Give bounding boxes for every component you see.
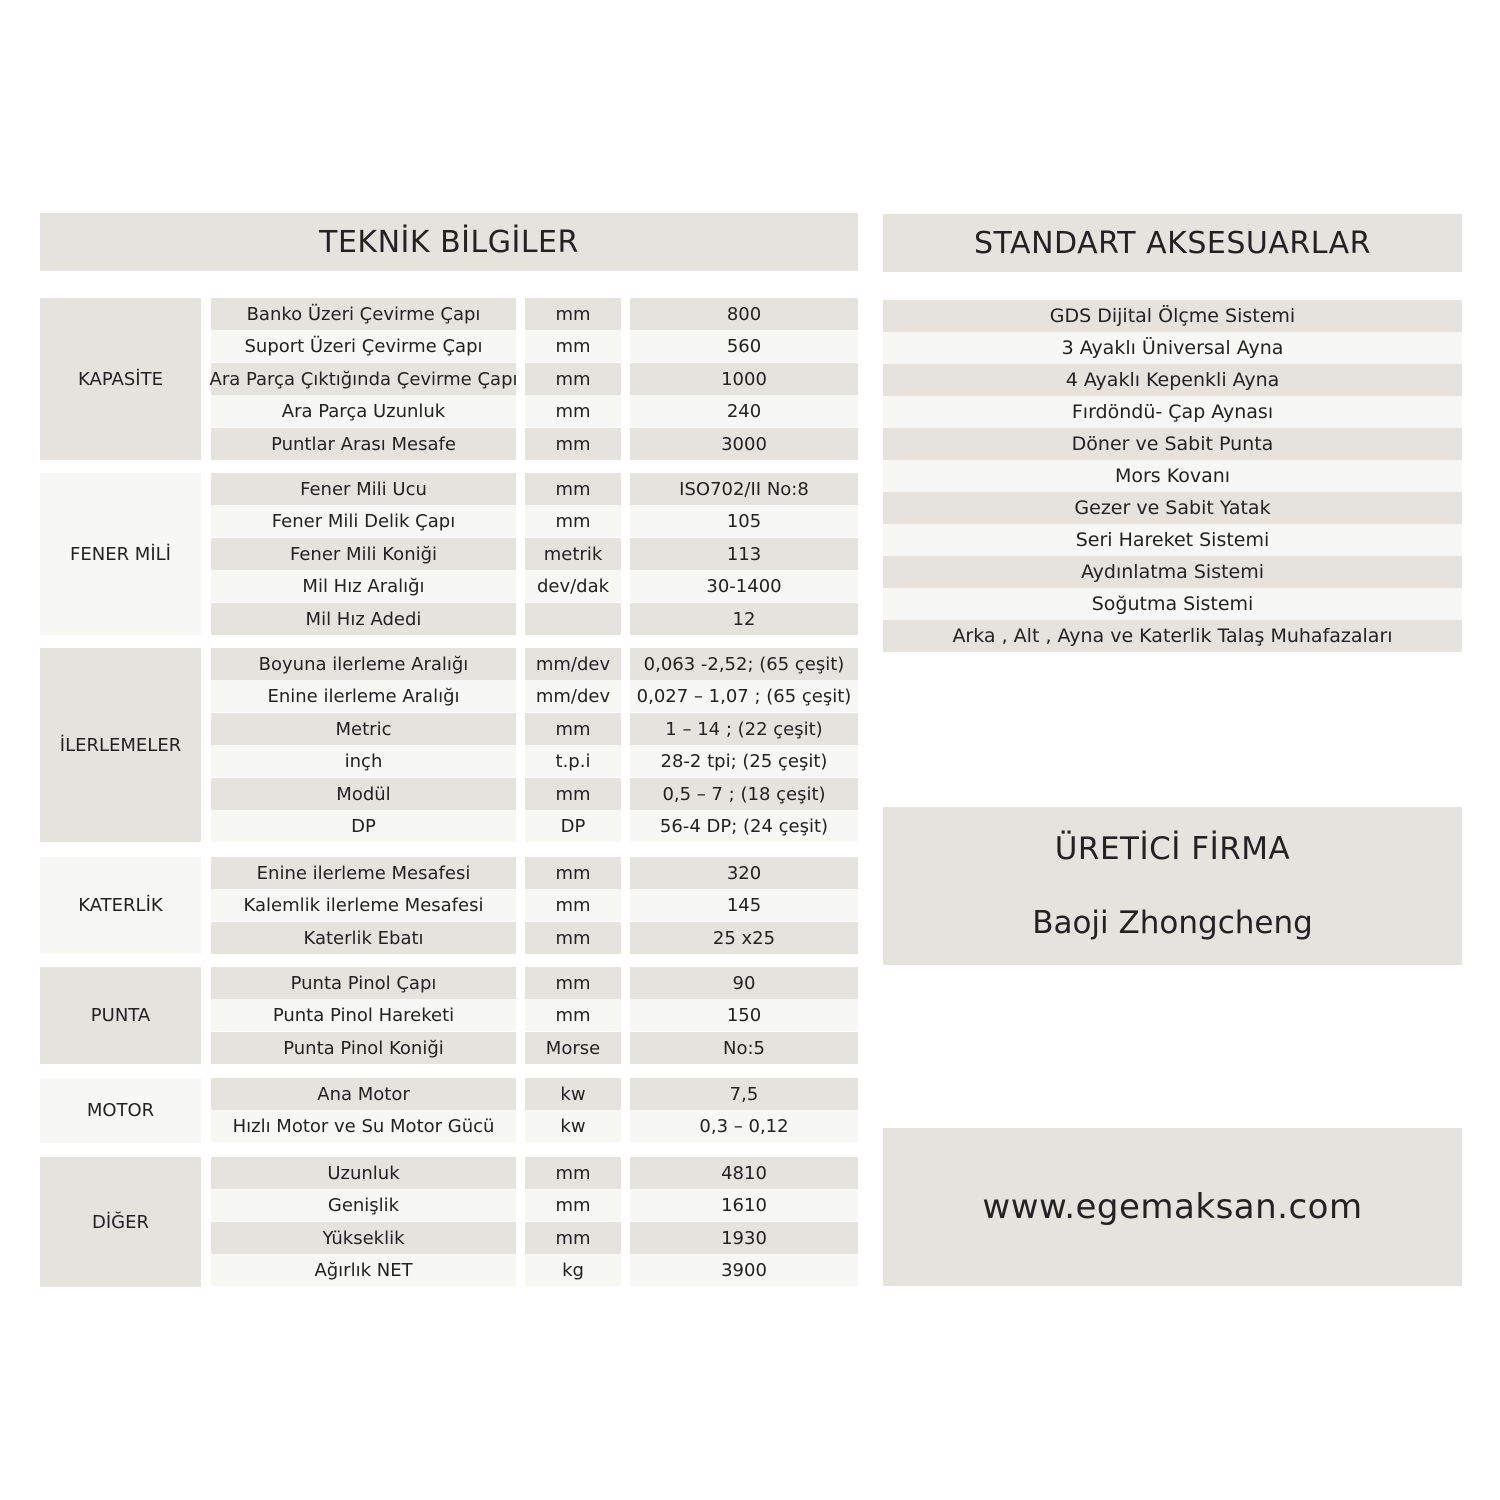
spec-unit: mm xyxy=(525,999,621,1031)
spec-value: 1000 xyxy=(630,363,858,395)
spec-unit: mm xyxy=(525,889,621,921)
spec-row xyxy=(40,428,858,460)
accessory-item: Döner ve Sabit Punta xyxy=(883,428,1462,460)
spec-label: Enine ilerleme Aralığı xyxy=(211,680,516,712)
spec-unit xyxy=(525,603,621,635)
manufacturer-title: ÜRETİCİ FİRMA xyxy=(1054,831,1291,867)
spec-label: Enine ilerleme Mesafesi xyxy=(211,857,516,889)
spec-value: 105 xyxy=(630,505,858,537)
spec-value: ISO702/II No:8 xyxy=(630,473,858,505)
spec-unit: mm xyxy=(525,778,621,810)
accessory-item: 3 Ayaklı Üniversal Ayna xyxy=(883,332,1462,364)
spec-group-name: KAPASİTE xyxy=(40,298,201,460)
spec-row xyxy=(40,713,858,745)
accessory-item: 4 Ayaklı Kepenkli Ayna xyxy=(883,364,1462,396)
spec-unit: mm xyxy=(525,967,621,999)
accessory-item: Fırdöndü- Çap Aynası xyxy=(883,396,1462,428)
spec-group xyxy=(40,857,858,954)
spec-label: Banko Üzeri Çevirme Çapı xyxy=(211,298,516,330)
spec-value: 3000 xyxy=(630,428,858,460)
spec-value: 150 xyxy=(630,999,858,1031)
spec-value: No:5 xyxy=(630,1032,858,1064)
spec-label: Puntlar Arası Mesafe xyxy=(211,428,516,460)
spec-unit: t.p.i xyxy=(525,745,621,777)
spec-label: Ana Motor xyxy=(211,1078,516,1110)
spec-group xyxy=(40,648,858,842)
spec-row xyxy=(40,298,858,330)
spec-row xyxy=(40,505,858,537)
spec-unit: mm xyxy=(525,505,621,537)
spec-group-name: PUNTA xyxy=(40,967,201,1064)
spec-row xyxy=(40,603,858,635)
accessory-list xyxy=(883,300,1462,652)
spec-group xyxy=(40,1157,858,1287)
website-link[interactable]: www.egemaksan.com xyxy=(982,1187,1363,1227)
spec-row xyxy=(40,648,858,680)
spec-value: 7,5 xyxy=(630,1078,858,1110)
spec-label: Punta Pinol Hareketi xyxy=(211,999,516,1031)
spec-label: Suport Üzeri Çevirme Çapı xyxy=(211,330,516,362)
spec-label: inçh xyxy=(211,745,516,777)
spec-value: 30-1400 xyxy=(630,570,858,602)
accessory-item: Soğutma Sistemi xyxy=(883,588,1462,620)
spec-value: 12 xyxy=(630,603,858,635)
spec-unit: dev/dak xyxy=(525,570,621,602)
spec-row xyxy=(40,778,858,810)
spec-value: 1 – 14 ; (22 çeşit) xyxy=(630,713,858,745)
spec-label: Fener Mili Delik Çapı xyxy=(211,505,516,537)
accessory-item: Seri Hareket Sistemi xyxy=(883,524,1462,556)
spec-value: 800 xyxy=(630,298,858,330)
spec-value: 1610 xyxy=(630,1189,858,1221)
spec-row xyxy=(40,473,858,505)
spec-label: Punta Pinol Koniği xyxy=(211,1032,516,1064)
spec-value: 560 xyxy=(630,330,858,362)
spec-label: Punta Pinol Çapı xyxy=(211,967,516,999)
spec-group-name: DİĞER xyxy=(40,1157,201,1287)
spec-label: Ara Parça Çıktığında Çevirme Çapı xyxy=(211,363,516,395)
spec-group-name: MOTOR xyxy=(40,1078,201,1143)
spec-row xyxy=(40,1110,858,1142)
spec-group-name: KATERLİK xyxy=(40,857,201,954)
spec-row xyxy=(40,538,858,570)
spec-label: Uzunluk xyxy=(211,1157,516,1189)
spec-row xyxy=(40,889,858,921)
spec-unit: mm xyxy=(525,298,621,330)
spec-label: DP xyxy=(211,810,516,842)
spec-row xyxy=(40,967,858,999)
accessory-item: GDS Dijital Ölçme Sistemi xyxy=(883,300,1462,332)
spec-value: 28-2 tpi; (25 çeşit) xyxy=(630,745,858,777)
spec-row xyxy=(40,680,858,712)
spec-label: Ağırlık NET xyxy=(211,1254,516,1286)
spec-value: 25 x25 xyxy=(630,922,858,954)
spec-row xyxy=(40,330,858,362)
spec-label: Kalemlik ilerleme Mesafesi xyxy=(211,889,516,921)
accessory-item: Gezer ve Sabit Yatak xyxy=(883,492,1462,524)
spec-label: Mil Hız Aralığı xyxy=(211,570,516,602)
spec-label: Boyuna ilerleme Aralığı xyxy=(211,648,516,680)
spec-unit: kw xyxy=(525,1078,621,1110)
spec-unit: mm xyxy=(525,473,621,505)
spec-label: Ara Parça Uzunluk xyxy=(211,395,516,427)
website-box xyxy=(883,1128,1462,1286)
spec-group xyxy=(40,1078,858,1143)
spec-row xyxy=(40,1189,858,1221)
spec-unit: Morse xyxy=(525,1032,621,1064)
manufacturer-box xyxy=(883,807,1462,965)
standart-aksesuarlar-header: STANDART AKSESUARLAR xyxy=(883,214,1462,272)
spec-label: Mil Hız Adedi xyxy=(211,603,516,635)
spec-unit: mm xyxy=(525,1222,621,1254)
spec-value: 113 xyxy=(630,538,858,570)
spec-label: Modül xyxy=(211,778,516,810)
spec-label: Katerlik Ebatı xyxy=(211,922,516,954)
accessory-item: Mors Kovanı xyxy=(883,460,1462,492)
spec-unit: mm/dev xyxy=(525,648,621,680)
accessory-item: Aydınlatma Sistemi xyxy=(883,556,1462,588)
spec-row xyxy=(40,363,858,395)
spec-unit: kg xyxy=(525,1254,621,1286)
spec-value: 4810 xyxy=(630,1157,858,1189)
spec-group-name: FENER MİLİ xyxy=(40,473,201,635)
spec-value: 0,3 – 0,12 xyxy=(630,1110,858,1142)
spec-label: Metric xyxy=(211,713,516,745)
spec-unit: mm xyxy=(525,330,621,362)
spec-label: Fener Mili Ucu xyxy=(211,473,516,505)
spec-row xyxy=(40,1032,858,1064)
spec-row xyxy=(40,1254,858,1286)
spec-label: Hızlı Motor ve Su Motor Gücü xyxy=(211,1110,516,1142)
spec-row xyxy=(40,1157,858,1189)
spec-row xyxy=(40,810,858,842)
spec-unit: mm xyxy=(525,922,621,954)
spec-row xyxy=(40,1222,858,1254)
spec-value: 0,063 -2,52; (65 çeşit) xyxy=(630,648,858,680)
spec-unit: mm xyxy=(525,363,621,395)
spec-value: 56-4 DP; (24 çeşit) xyxy=(630,810,858,842)
spec-unit: kw xyxy=(525,1110,621,1142)
spec-value: 145 xyxy=(630,889,858,921)
spec-row xyxy=(40,570,858,602)
spec-group xyxy=(40,967,858,1064)
spec-value: 90 xyxy=(630,967,858,999)
spec-value: 1930 xyxy=(630,1222,858,1254)
spec-unit: mm xyxy=(525,857,621,889)
spec-row xyxy=(40,1078,858,1110)
accessory-item: Arka , Alt , Ayna ve Katerlik Talaş Muhafazaları xyxy=(883,620,1462,652)
spec-unit: mm xyxy=(525,1189,621,1221)
teknik-bilgiler-header: TEKNİK BİLGİLER xyxy=(40,213,858,271)
spec-unit: DP xyxy=(525,810,621,842)
spec-label: Fener Mili Koniği xyxy=(211,538,516,570)
manufacturer-name: Baoji Zhongcheng xyxy=(1032,905,1313,941)
spec-row xyxy=(40,857,858,889)
spec-value: 320 xyxy=(630,857,858,889)
spec-label: Genişlik xyxy=(211,1189,516,1221)
spec-row xyxy=(40,922,858,954)
spec-row xyxy=(40,999,858,1031)
spec-unit: mm xyxy=(525,1157,621,1189)
spec-row xyxy=(40,745,858,777)
spec-unit: mm xyxy=(525,713,621,745)
spec-row xyxy=(40,395,858,427)
spec-unit: mm/dev xyxy=(525,680,621,712)
spec-label: Yükseklik xyxy=(211,1222,516,1254)
spec-value: 240 xyxy=(630,395,858,427)
spec-value: 3900 xyxy=(630,1254,858,1286)
spec-unit: mm xyxy=(525,395,621,427)
spec-group-name: İLERLEMELER xyxy=(40,648,201,842)
spec-group xyxy=(40,298,858,460)
spec-group xyxy=(40,473,858,635)
spec-value: 0,027 – 1,07 ; (65 çeşit) xyxy=(630,680,858,712)
spec-unit: metrik xyxy=(525,538,621,570)
spec-value: 0,5 – 7 ; (18 çeşit) xyxy=(630,778,858,810)
spec-unit: mm xyxy=(525,428,621,460)
